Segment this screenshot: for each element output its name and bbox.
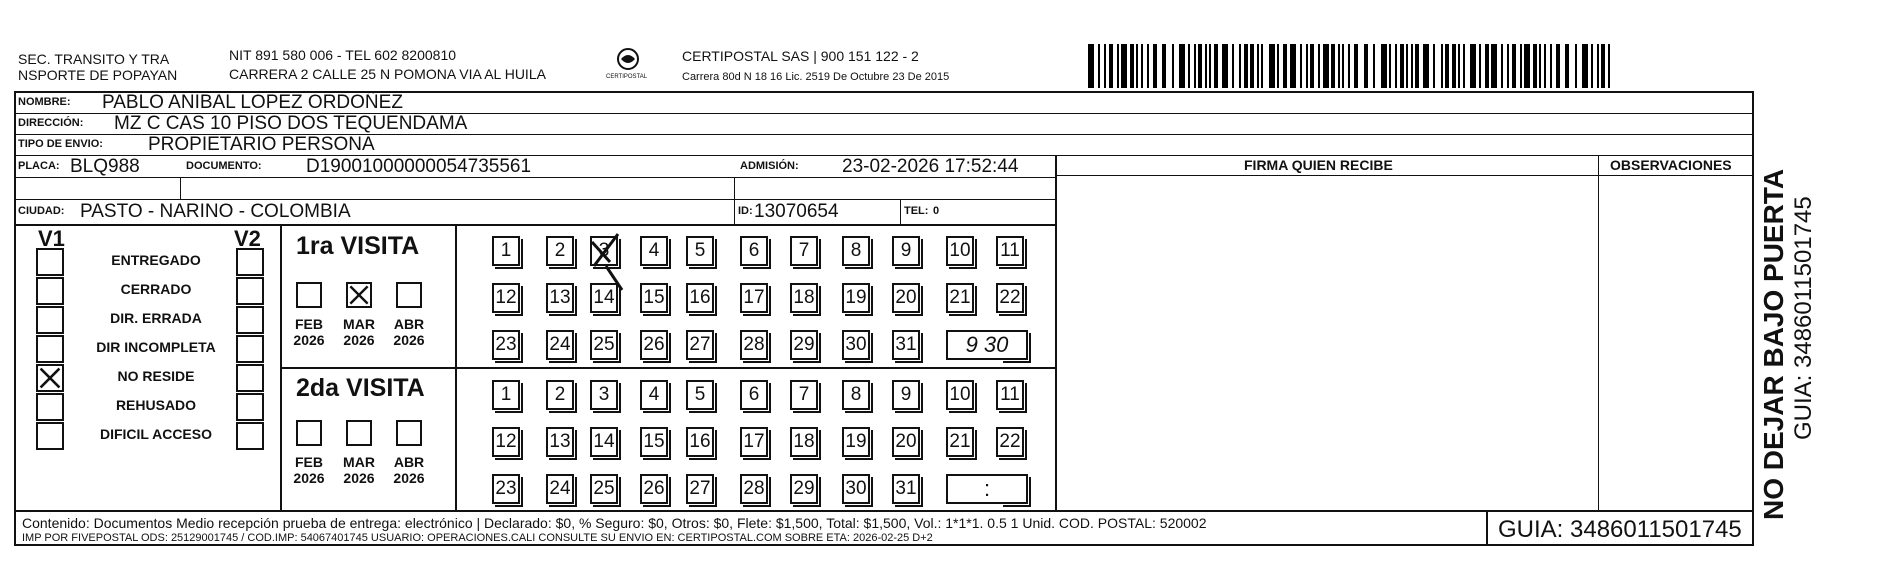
day-box[interactable] <box>892 283 920 313</box>
day-box[interactable] <box>546 427 574 457</box>
day-number: 1 <box>500 240 512 261</box>
day-number: 31 <box>895 478 917 499</box>
day-box[interactable] <box>492 236 520 266</box>
day-box[interactable] <box>790 283 818 313</box>
day-box[interactable] <box>590 380 618 410</box>
v2-label: V2 <box>234 226 261 251</box>
day-number: 28 <box>743 334 765 355</box>
nombre-value: PABLO ANIBAL LOPEZ ORDOÑEZ <box>102 92 403 113</box>
day-box[interactable] <box>590 283 618 313</box>
day-box[interactable] <box>492 380 520 410</box>
status-option-label: DIFICIL ACCESO <box>99 426 212 442</box>
month-year: 2026 <box>393 470 425 486</box>
day-number: 17 <box>743 431 765 452</box>
day-box[interactable] <box>546 380 574 410</box>
day-number: 25 <box>593 334 615 355</box>
footer-imp: IMP POR FIVEPOSTAL ODS: 25129001745 / COD.IMP: 54067401745 USUARIO: OPERACIONES.CALI CONSULTE SU ENVIO EN: CERTIPOSTAL.COM SOBRE ETA: 2026-02-25 D+2 <box>22 532 933 544</box>
day-box[interactable] <box>546 236 574 266</box>
day-number: 22 <box>999 431 1021 452</box>
day-box[interactable] <box>686 380 714 410</box>
day-box[interactable] <box>640 236 668 266</box>
month-name: ABR <box>393 316 425 332</box>
day-number: 2 <box>554 384 566 405</box>
status-option-label: DIR INCOMPLETA <box>96 339 216 355</box>
day-box[interactable] <box>640 427 668 457</box>
day-box[interactable] <box>740 283 768 313</box>
day-box[interactable] <box>892 474 920 504</box>
ciudad-label: CIUDAD: <box>18 205 65 217</box>
day-number: 22 <box>999 287 1021 308</box>
admision-value: 23-02-2026 17:52:44 <box>842 156 1019 177</box>
day-box[interactable] <box>842 380 870 410</box>
logo-text: CERTIPOSTAL <box>606 74 648 80</box>
month-year: 2026 <box>393 332 425 348</box>
day-box[interactable] <box>492 427 520 457</box>
v1-checkbox[interactable] <box>36 422 64 450</box>
v1-label: V1 <box>38 226 65 251</box>
day-box[interactable] <box>842 474 870 504</box>
day-number: 4 <box>648 384 660 405</box>
side-warning: NO DEJAR BAJO PUERTA <box>1758 168 1789 520</box>
day-box[interactable] <box>546 474 574 504</box>
day-box[interactable] <box>892 330 920 360</box>
visit1-time-box[interactable]: 9 30 <box>946 330 1028 360</box>
day-box[interactable] <box>892 236 920 266</box>
day-number: 13 <box>549 287 571 308</box>
day-number: 21 <box>949 287 971 308</box>
day-number: 6 <box>748 384 760 405</box>
direccion-value: MZ C CAS 10 PISO DOS TEQUENDAMA <box>114 113 468 134</box>
day-box[interactable] <box>686 283 714 313</box>
day-number: 16 <box>689 431 711 452</box>
day-box[interactable] <box>740 236 768 266</box>
v1-checkbox[interactable] <box>36 306 64 334</box>
day-box[interactable] <box>740 427 768 457</box>
firma-label: FIRMA QUIEN RECIBE <box>1244 157 1393 173</box>
ciudad-value: PASTO - NARINO - COLOMBIA <box>80 201 351 222</box>
day-box[interactable] <box>686 330 714 360</box>
documento-value: D19001000000054735561 <box>306 156 532 177</box>
month-name: MAR <box>343 316 375 332</box>
day-number: 1 <box>500 384 512 405</box>
side-guia: GUIA: 3486011501745 <box>1790 196 1817 440</box>
day-box[interactable] <box>590 236 618 266</box>
company-line-2: Carrera 80d N 18 16 Lic. 2519 De Octubre 23 De 2015 <box>682 71 950 83</box>
day-box[interactable] <box>790 380 818 410</box>
day-number: 29 <box>793 334 815 355</box>
day-number: 5 <box>694 384 706 405</box>
day-number: 2 <box>554 240 566 261</box>
day-number: 31 <box>895 334 917 355</box>
day-box[interactable] <box>492 330 520 360</box>
month-checkbox[interactable] <box>346 282 372 308</box>
day-box[interactable] <box>790 236 818 266</box>
visit1-title: 1ra VISITA <box>296 232 420 260</box>
day-box[interactable] <box>892 427 920 457</box>
day-number: 23 <box>495 478 517 499</box>
day-box[interactable] <box>996 283 1024 313</box>
day-number: 16 <box>689 287 711 308</box>
day-box[interactable] <box>946 283 974 313</box>
month-year: 2026 <box>293 332 325 348</box>
day-number: 3 <box>598 384 610 405</box>
tel-value: 0 <box>933 205 940 217</box>
day-box[interactable] <box>590 474 618 504</box>
barcode <box>1088 44 1618 88</box>
month-checkbox[interactable] <box>296 420 322 446</box>
v2-checkbox[interactable] <box>236 335 264 363</box>
month-name: ABR <box>393 454 425 470</box>
status-option-label: REHUSADO <box>115 397 197 413</box>
day-box[interactable] <box>640 330 668 360</box>
month-name: FEB <box>295 316 323 332</box>
day-number: 11 <box>1000 384 1020 405</box>
day-box[interactable] <box>546 283 574 313</box>
day-box[interactable] <box>842 330 870 360</box>
month-checkbox[interactable] <box>296 282 322 308</box>
day-box[interactable] <box>996 427 1024 457</box>
day-number: 19 <box>845 431 867 452</box>
nit-line-2: CARRERA 2 CALLE 25 N POMONA VIA AL HUILA <box>229 66 546 82</box>
day-box[interactable] <box>640 474 668 504</box>
day-number: 15 <box>643 287 665 308</box>
v2-checkbox[interactable] <box>236 393 264 421</box>
day-box[interactable] <box>740 330 768 360</box>
v2-checkbox[interactable] <box>236 248 264 276</box>
day-number: 9 <box>900 240 912 261</box>
day-number: 17 <box>743 287 765 308</box>
day-number: 15 <box>643 431 665 452</box>
day-number: 24 <box>549 478 571 499</box>
day-box[interactable] <box>686 427 714 457</box>
day-box[interactable] <box>590 427 618 457</box>
day-number: 20 <box>895 287 917 308</box>
day-number: 28 <box>743 478 765 499</box>
day-number: 9 <box>900 384 912 405</box>
day-number: 19 <box>845 287 867 308</box>
month-year: 2026 <box>343 470 375 486</box>
day-box[interactable] <box>740 380 768 410</box>
v1-checkbox[interactable] <box>36 364 64 392</box>
month-checkbox[interactable] <box>396 420 422 446</box>
sender-line-2: NSPORTE DE POPAYAN <box>18 67 178 83</box>
day-box[interactable] <box>640 380 668 410</box>
id-label: ID: <box>738 205 753 217</box>
day-box[interactable] <box>842 283 870 313</box>
footer-content: Contenido: Documentos Medio recepción prueba de entrega: electrónico | Declarado: $0, % Seguro: $0, Otros: $0, Flete: $1,500, Total: $1,500, Vol.: 1*1*1. 0.5 1 Unid. COD. POSTAL: 520002 <box>22 515 1207 531</box>
day-box[interactable] <box>740 474 768 504</box>
day-number: 8 <box>850 240 862 261</box>
day-box[interactable] <box>842 236 870 266</box>
day-number: 13 <box>549 431 571 452</box>
v1-checkbox[interactable] <box>36 335 64 363</box>
day-number: 4 <box>648 240 660 261</box>
day-box[interactable] <box>686 474 714 504</box>
placa-value: BLQ988 <box>70 156 140 177</box>
day-box[interactable] <box>640 283 668 313</box>
v1-checkbox[interactable] <box>36 393 64 421</box>
visit2-title: 2da VISITA <box>296 374 425 402</box>
day-box[interactable] <box>790 427 818 457</box>
day-number: 10 <box>949 240 971 261</box>
month-year: 2026 <box>293 470 325 486</box>
status-option-label: ENTREGADO <box>111 252 201 268</box>
day-number: 24 <box>549 334 571 355</box>
footer-guia: GUIA: 3486011501745 <box>1498 516 1742 543</box>
certipostal-logo <box>608 46 648 86</box>
v2-checkbox[interactable] <box>236 277 264 305</box>
day-number: 10 <box>949 384 971 405</box>
day-box[interactable] <box>790 330 818 360</box>
day-number: 20 <box>895 431 917 452</box>
observaciones-label: OBSERVACIONES <box>1610 157 1732 173</box>
placa-label: PLACA: <box>18 160 60 172</box>
status-option-label: CERRADO <box>120 281 192 297</box>
day-box[interactable] <box>686 236 714 266</box>
month-checkbox[interactable] <box>346 420 372 446</box>
day-box[interactable] <box>842 427 870 457</box>
status-option-label: DIR. ERRADA <box>110 310 202 326</box>
day-number: 18 <box>793 287 815 308</box>
day-number: 11 <box>1000 240 1020 261</box>
day-box[interactable] <box>946 236 974 266</box>
day-number: 27 <box>689 478 711 499</box>
id-value: 13070654 <box>754 201 839 222</box>
tipo-envio-value: PROPIETARIO PERSONA <box>148 134 375 155</box>
day-number: 14 <box>593 287 615 308</box>
day-box[interactable] <box>492 474 520 504</box>
direccion-label: DIRECCIÓN: <box>18 117 84 129</box>
tel-label: TEL: <box>904 205 929 217</box>
month-year: 2026 <box>343 332 375 348</box>
nombre-label: NOMBRE: <box>18 96 71 108</box>
day-number: 26 <box>643 334 665 355</box>
admision-label: ADMISIÓN: <box>740 160 799 172</box>
company-line-1: CERTIPOSTAL SAS | 900 151 122 - 2 <box>682 48 919 64</box>
day-number: 3 <box>598 240 610 261</box>
day-box[interactable] <box>546 330 574 360</box>
day-number: 6 <box>748 240 760 261</box>
sender-line-1: SEC. TRANSITO Y TRA <box>18 51 170 67</box>
day-number: 12 <box>495 431 517 452</box>
day-number: 12 <box>495 287 517 308</box>
day-number: 29 <box>793 478 815 499</box>
day-box[interactable] <box>492 283 520 313</box>
day-number: 5 <box>694 240 706 261</box>
day-number: 30 <box>845 334 867 355</box>
day-number: 7 <box>798 240 810 261</box>
month-name: FEB <box>295 454 323 470</box>
nit-line-1: NIT 891 580 006 - TEL 602 8200810 <box>229 47 457 63</box>
day-number: 18 <box>793 431 815 452</box>
tipo-envio-label: TIPO DE ENVIO: <box>18 138 103 150</box>
status-option-label: NO RESIDE <box>117 368 195 384</box>
day-box[interactable] <box>996 380 1024 410</box>
day-box[interactable] <box>996 236 1024 266</box>
v2-checkbox[interactable] <box>236 422 264 450</box>
v1-checkbox[interactable] <box>36 277 64 305</box>
day-number: 26 <box>643 478 665 499</box>
month-name: MAR <box>343 454 375 470</box>
day-box[interactable] <box>590 330 618 360</box>
day-number: 30 <box>845 478 867 499</box>
month-checkbox[interactable] <box>396 282 422 308</box>
day-box[interactable] <box>946 380 974 410</box>
day-number: 8 <box>850 384 862 405</box>
day-number: 23 <box>495 334 517 355</box>
day-box[interactable] <box>892 380 920 410</box>
v2-checkbox[interactable] <box>236 306 264 334</box>
visit2-time-box[interactable]: : <box>946 474 1028 504</box>
day-number: 25 <box>593 478 615 499</box>
logo-icon <box>608 46 648 86</box>
day-number: 27 <box>689 334 711 355</box>
day-number: 7 <box>798 384 810 405</box>
day-number: 14 <box>593 431 615 452</box>
documento-label: DOCUMENTO: <box>186 160 262 172</box>
day-number: 21 <box>949 431 971 452</box>
day-box[interactable] <box>790 474 818 504</box>
v2-checkbox[interactable] <box>236 364 264 392</box>
day-box[interactable] <box>946 427 974 457</box>
v1-checkbox[interactable] <box>36 248 64 276</box>
